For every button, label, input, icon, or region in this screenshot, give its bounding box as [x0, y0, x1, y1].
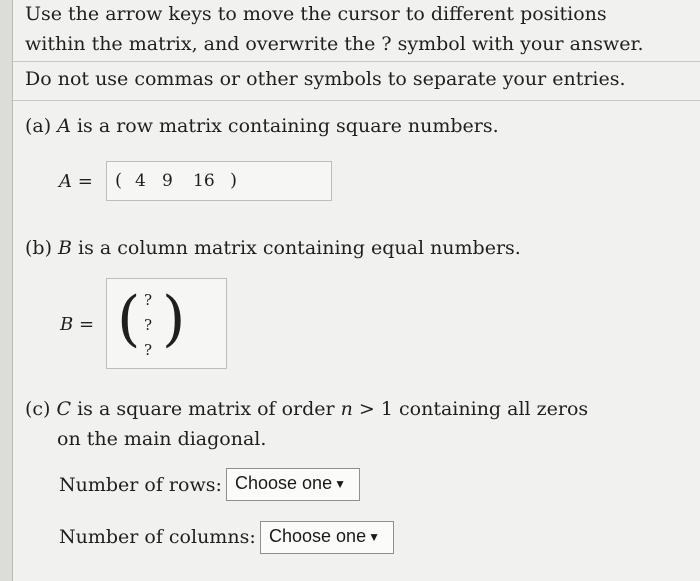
question-panel	[12, 0, 700, 581]
columns-dropdown-value: Choose one	[269, 526, 367, 546]
instruction-line-3: Do not use commas or other symbols to separate your entries.	[25, 68, 626, 90]
part-a-label: (a)	[25, 115, 52, 137]
matrix-a-cell-2[interactable]: 9	[162, 171, 173, 191]
instruction-line-1: Use the arrow keys to move the cursor to different positions	[25, 3, 607, 25]
matrix-b-cell-3[interactable]: ?	[144, 341, 153, 359]
columns-dropdown[interactable]	[260, 521, 394, 554]
matrix-a-cell-1[interactable]: 4	[135, 171, 146, 191]
caret-down-icon: ▼	[368, 530, 380, 544]
left-paren: (	[115, 170, 123, 191]
caret-down-icon: ▼	[334, 477, 346, 491]
part-a-text: is a row matrix containing square numbers.	[70, 115, 499, 137]
right-paren: )	[162, 284, 186, 354]
matrix-a-input[interactable]	[106, 161, 332, 201]
part-c-question	[25, 398, 588, 420]
matrix-a-label: A =	[59, 171, 93, 192]
columns-label: Number of columns:	[59, 526, 256, 548]
divider	[13, 61, 700, 62]
part-a-question	[25, 115, 499, 137]
rows-label: Number of rows:	[59, 474, 222, 496]
matrix-b-input[interactable]	[106, 278, 227, 369]
part-c-text-end: > 1 containing all zeros	[352, 398, 589, 420]
part-c-order-n: n	[340, 398, 353, 420]
matrix-a-cell-3[interactable]: 16	[193, 171, 215, 191]
left-paren: (	[117, 284, 141, 354]
divider	[13, 100, 700, 101]
part-c-question-line-2: on the main diagonal.	[57, 428, 267, 450]
part-a-variable: A	[57, 115, 71, 137]
part-c-text: is a square matrix of order	[71, 398, 341, 420]
part-c-label: (c)	[25, 398, 51, 420]
matrix-b-cell-1[interactable]: ?	[144, 291, 153, 309]
part-b-question	[25, 237, 521, 259]
instruction-line-2: within the matrix, and overwrite the ? symbol with your answer.	[25, 33, 644, 55]
rows-dropdown-value: Choose one	[235, 473, 333, 493]
part-c-variable: C	[56, 398, 72, 420]
right-paren: )	[230, 170, 238, 191]
part-b-label: (b)	[25, 237, 52, 259]
part-b-text: is a column matrix containing equal numbers.	[72, 237, 521, 259]
matrix-b-label: B =	[60, 314, 95, 335]
rows-dropdown[interactable]	[226, 468, 360, 501]
matrix-b-cell-2[interactable]: ?	[144, 316, 153, 334]
part-b-variable: B	[58, 237, 73, 259]
